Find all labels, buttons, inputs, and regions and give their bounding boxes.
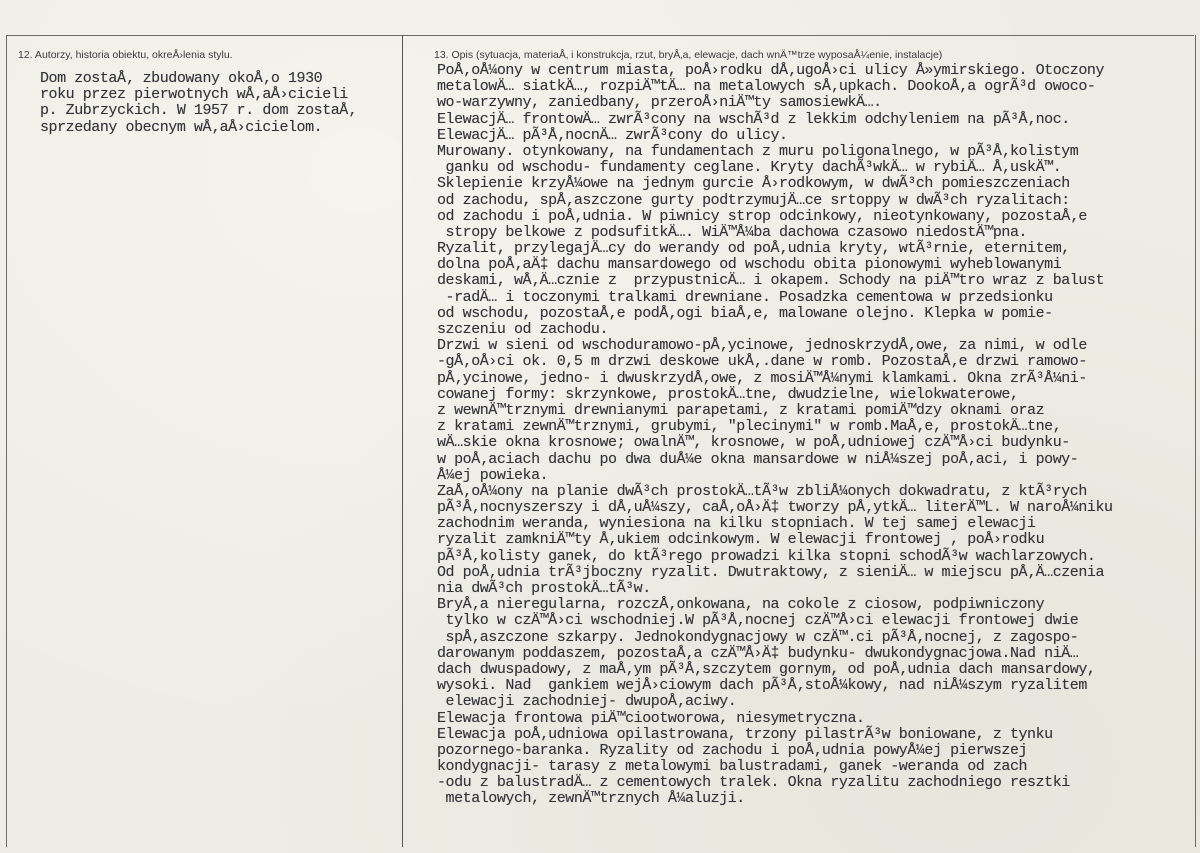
frame-right-rule xyxy=(1195,35,1196,847)
section-13-text-line: spÅ‚aszczone szkarpy. Jednokondygnacjowy w czÄ™.ci pÃ³Å‚nocnej, z zagospo- xyxy=(437,628,1079,646)
section-12-text-line: p. Zubrzyckich. W 1957 r. dom zostaÅ‚ xyxy=(40,102,357,120)
section-12-header: 12. Autorzy, historia obiektu, okreÅ›lenia stylu. xyxy=(18,49,233,61)
section-13-text-line: z kratami zewnÄ™trznymi, grubymi, "plecinymi" w romb.MaÅ‚e, prostokÄ…tne, xyxy=(437,418,1062,436)
section-13-text-line: zachodnim weranda, wyniesiona na kilku stopniach. W tej samej elewacji xyxy=(437,515,1036,533)
section-13-header: 13. Opis (sytuacja, materiaÅ‚ i konstrukcja, rzut, bryÅ‚a, elewacje, dach wnÄ™trze wyposaÅ¼enie, instalacje) xyxy=(434,49,943,61)
section-13-text-line: Drzwi w sieni od wschoduramowo-pÅ‚ycinowe, jednoskrzydÅ‚owe, za nimi, w odle xyxy=(437,337,1087,355)
section-13-text-line: nia dwÃ³ch prostokÄ…tÃ³w. xyxy=(437,580,651,597)
section-13-text-line: w poÅ‚aciach dachu po dwa duÅ¼e okna mansardowe w niÅ¼szej poÅ‚aci, i powy- xyxy=(437,450,1079,468)
section-13-text-line: ZaÅ‚oÅ¼ony na planie dwÃ³ch prostokÄ…tÃ³w zbliÅ¼onych dokwadratu, z ktÃ³rych xyxy=(437,482,1087,500)
section-13-text-line: od wschodu, pozostaÅ‚e podÅ‚ogi biaÅ‚e, malowane olejno. Klepka w pomie- xyxy=(437,304,1053,322)
section-13-text-line: Sklepienie krzyÅ¼owe na jednym gurcie Å›rodkowym, w dwÃ³ch pomieszczeniach xyxy=(437,175,1070,193)
section-13-text-line: pÃ³Å‚nocnyszerszy i dÅ‚uÅ¼szy, caÅ‚oÅ›Ä‡ tworzy pÅ‚ytkÄ… literÄ™L. W naroÅ¼niku xyxy=(437,499,1113,517)
section-13-text-line: pÅ‚ycinowe, jedno- i dwuskrzydÅ‚owe, z mosiÄ™Å¼nymi klamkami. Okna zrÃ³Å¼ni- xyxy=(437,369,1087,387)
section-12-text-line: sprzedany obecnym wÅ‚aÅ›cicielom. xyxy=(40,118,323,136)
section-13-text-line: Elewacja frontowa piÄ™ciootworowa, niesymetryczna. xyxy=(437,709,865,727)
section-13-text-line: dach dwuspadowy, z maÅ‚ym pÃ³Å‚szczytem gornym, od poÅ‚udnia dach mansardowy, xyxy=(437,660,1096,678)
section-13-text-line: dolna poÅ‚aÄ‡ dachu mansardowego od wschodu obita pionowymi wyheblowanymi xyxy=(437,256,1062,274)
section-13-text-line: Od poÅ‚udnia trÃ³jboczny ryzalit. Dwutraktowy, z sieniÄ… w miejscu pÅ‚Ä…czenia xyxy=(437,563,1105,581)
frame-left-rule xyxy=(6,35,7,847)
section-13-typed-text xyxy=(437,63,1113,808)
section-13-text-line: z wewnÄ™trznymi drewnianymi parapetami, z kratami pomiÄ™dzy oknami oraz xyxy=(437,401,1045,419)
section-13-text-line: BryÅ‚a nieregularna, rozczÅ‚onkowana, na cokole z ciosow, podpiwniczony xyxy=(437,596,1045,614)
section-13-text-line: Elewacja poÅ‚udniowa opilastrowana, trzony pilastrÃ³w boniowane, z tynku xyxy=(437,725,1053,743)
section-13-text-line: kondygnacji- tarasy z metalowymi balustradami, ganek -weranda od zach xyxy=(437,758,1028,776)
section-13-text-line: elewacji zachodniej- dwupoÅ‚aciwy. xyxy=(437,693,737,711)
section-13-text-line: szczeniu od zachodu. xyxy=(437,321,609,338)
section-12-text-line: Dom zostaÅ‚ zbudowany okoÅ‚o 1930 xyxy=(40,70,323,87)
section-13-text-line: wo-warzywny, zaniedbany, przeroÅ›niÄ™ty samosiewkÄ…. xyxy=(437,94,882,112)
section-13-text-line: -gÅ‚oÅ›ci ok. 0,5 m drzwi deskowe ukÅ‚.dane w romb. PozostaÅ‚e drzwi ramowo- xyxy=(437,353,1087,371)
section-13-text-line: od zachodu i poÅ‚udnia. W piwnicy strop odcinkowy, nieotynkowany, pozostaÅ‚e xyxy=(437,207,1087,225)
section-13-text-line: deskami, wÅ‚Ä…cznie z przypustnicÄ… i okapem. Schody na piÄ™tro wraz z balust xyxy=(437,272,1105,290)
section-13-text-line: darowanym poddaszem, pozostaÅ‚a czÄ™Å›Ä‡ budynku- dwukondygnacjowa.Nad niÄ… xyxy=(437,644,1079,662)
section-13-text-line: tylko w czÄ™Å›ci wschodniej.W pÃ³Å‚nocnej czÄ™Å›ci elewacji frontowej dwie xyxy=(437,612,1079,630)
section-13-text-line: metalowych, zewnÄ™trznych Å¼aluzji. xyxy=(437,790,745,808)
section-13-text-line: wysoki. Nad gankiem wejÅ›ciowym dach pÃ³Å‚stoÅ¼kowy, nad niÅ¼szym ryzalitem xyxy=(437,677,1087,695)
section-13-text-line: od zachodu, spÅ‚aszczone gurty podtrzymujÄ…ce srtoppy w dwÃ³ch ryzalitach: xyxy=(437,191,1070,209)
section-13-text-line: cowanej formy: skrzynkowe, prostokÄ…tne, dwudzielne, wielokwaterowe, xyxy=(437,385,1019,403)
section-13-text-line: ElewacjÄ… pÃ³Å‚nocnÄ… zwrÃ³cony do ulicy. xyxy=(437,126,788,144)
section-13-text-line: -radÄ… i toczonymi tralkami drewniane. Posadzka cementowa w przedsionku xyxy=(437,288,1053,306)
section-13-text-line: Å¼ej powieka. xyxy=(437,466,549,484)
section-13-text-line: ganku od wschodu- fundamenty ceglane. Kryty dachÃ³wkÄ… w rybiÄ… Å‚uskÄ™. xyxy=(437,159,1062,177)
section-13-text-line: PoÅ‚oÅ¼ony w centrum miasta, poÅ›rodku dÅ‚ugoÅ›ci ulicy Å»ymirskiego. Otoczony xyxy=(437,62,1105,79)
section-13-text-line: -odu z balustradÄ… z cementowych tralek. Okna ryzalitu zachodniego resztki xyxy=(437,774,1070,792)
frame-top-rule xyxy=(6,35,1194,36)
section-13-text-line: Ryzalit, przylegajÄ…cy do werandy od poÅ‚udnia kryty, wtÃ³rnie, eternitem, xyxy=(437,240,1070,258)
section-13-text-line: pÃ³Å‚kolisty ganek, do ktÃ³rego prowadzi kilka stopni schodÃ³w wachlarzowych. xyxy=(437,547,1096,565)
section-13-text-line: pozornego-baranka. Ryzality od zachodu i poÅ‚udnia powyÅ¼ej pierwszej xyxy=(437,741,1028,759)
section-12-typed-text xyxy=(40,71,356,136)
section-13-text-line: wÄ…skie okna krosnowe; owalnÄ™, krosnowe, w poÅ‚udniowej czÄ™Å›ci budynku- xyxy=(437,434,1070,452)
section-13-text-line: ryzalit zamkniÄ™ty Å‚ukiem odcinkowym. W elewacji frontowej , poÅ›rodku xyxy=(437,531,1045,549)
section-12-text-line: roku przez pierwotnych wÅ‚aÅ›cicieli xyxy=(40,86,348,104)
section-13-text-line: metalowÄ… siatkÄ…, rozpiÄ™tÄ… na metalowych sÅ‚upkach. DookoÅ‚a ogrÃ³d owoco- xyxy=(437,78,1096,96)
column-divider xyxy=(402,35,403,847)
section-13-text-line: Murowany. otynkowany, na fundamentach z muru poligonalnego, w pÃ³Å‚kolistym xyxy=(437,142,1079,160)
section-13-text-line: stropy belkowe z podsufitkÄ…. WiÄ™Å¼ba dachowa czasowo niedostÄ™pna. xyxy=(437,223,1028,241)
section-13-text-line: ElewacjÄ… frontowÄ… zwrÃ³cony na wschÃ³d z lekkim odchyleniem na pÃ³Å‚noc. xyxy=(437,110,1070,128)
